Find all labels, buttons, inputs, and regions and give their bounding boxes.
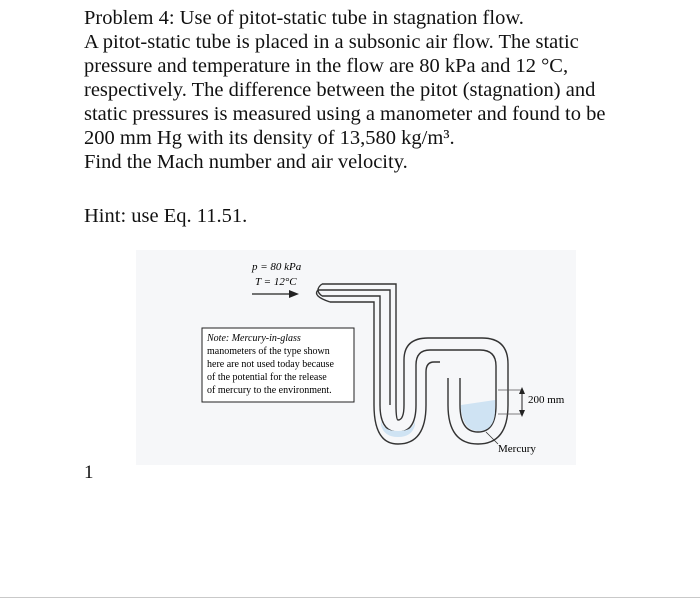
height-label: 200 mm [528,394,565,406]
note-line-4: of the potential for the release [207,372,327,383]
problem-line-5: static pressures is measured using a manometer and found to be [84,103,606,125]
problem-line-1: Problem 4: Use of pitot-static tube in stagnation flow. [84,7,524,29]
note-line-1: Note: Mercury-in-glass [207,333,301,344]
bottom-divider [0,597,700,598]
problem-line-7: Find the Mach number and air velocity. [84,151,408,173]
problem-line-3: pressure and temperature in the flow are 80 kPa and 12 °C, [84,55,569,77]
hint-text: Hint: use Eq. 11.51. [84,205,248,227]
note-line-2: manometers of the type shown [207,346,330,357]
note-line-5: of mercury to the environment. [207,385,332,396]
note-line-3: here are not used today because [207,359,334,370]
mercury-label: Mercury [498,443,536,455]
problem-line-6: 200 mm Hg with its density of 13,580 kg/m³. [84,127,455,149]
pressure-label: p = 80 kPa [252,261,302,273]
temperature-label: T = 12°C [255,276,297,288]
problem-line-2: A pitot-static tube is placed in a subsonic air flow. The static [84,31,579,53]
page-number: 1 [84,462,94,483]
problem-line-4: respectively. The difference between the pitot (stagnation) and [84,79,596,101]
